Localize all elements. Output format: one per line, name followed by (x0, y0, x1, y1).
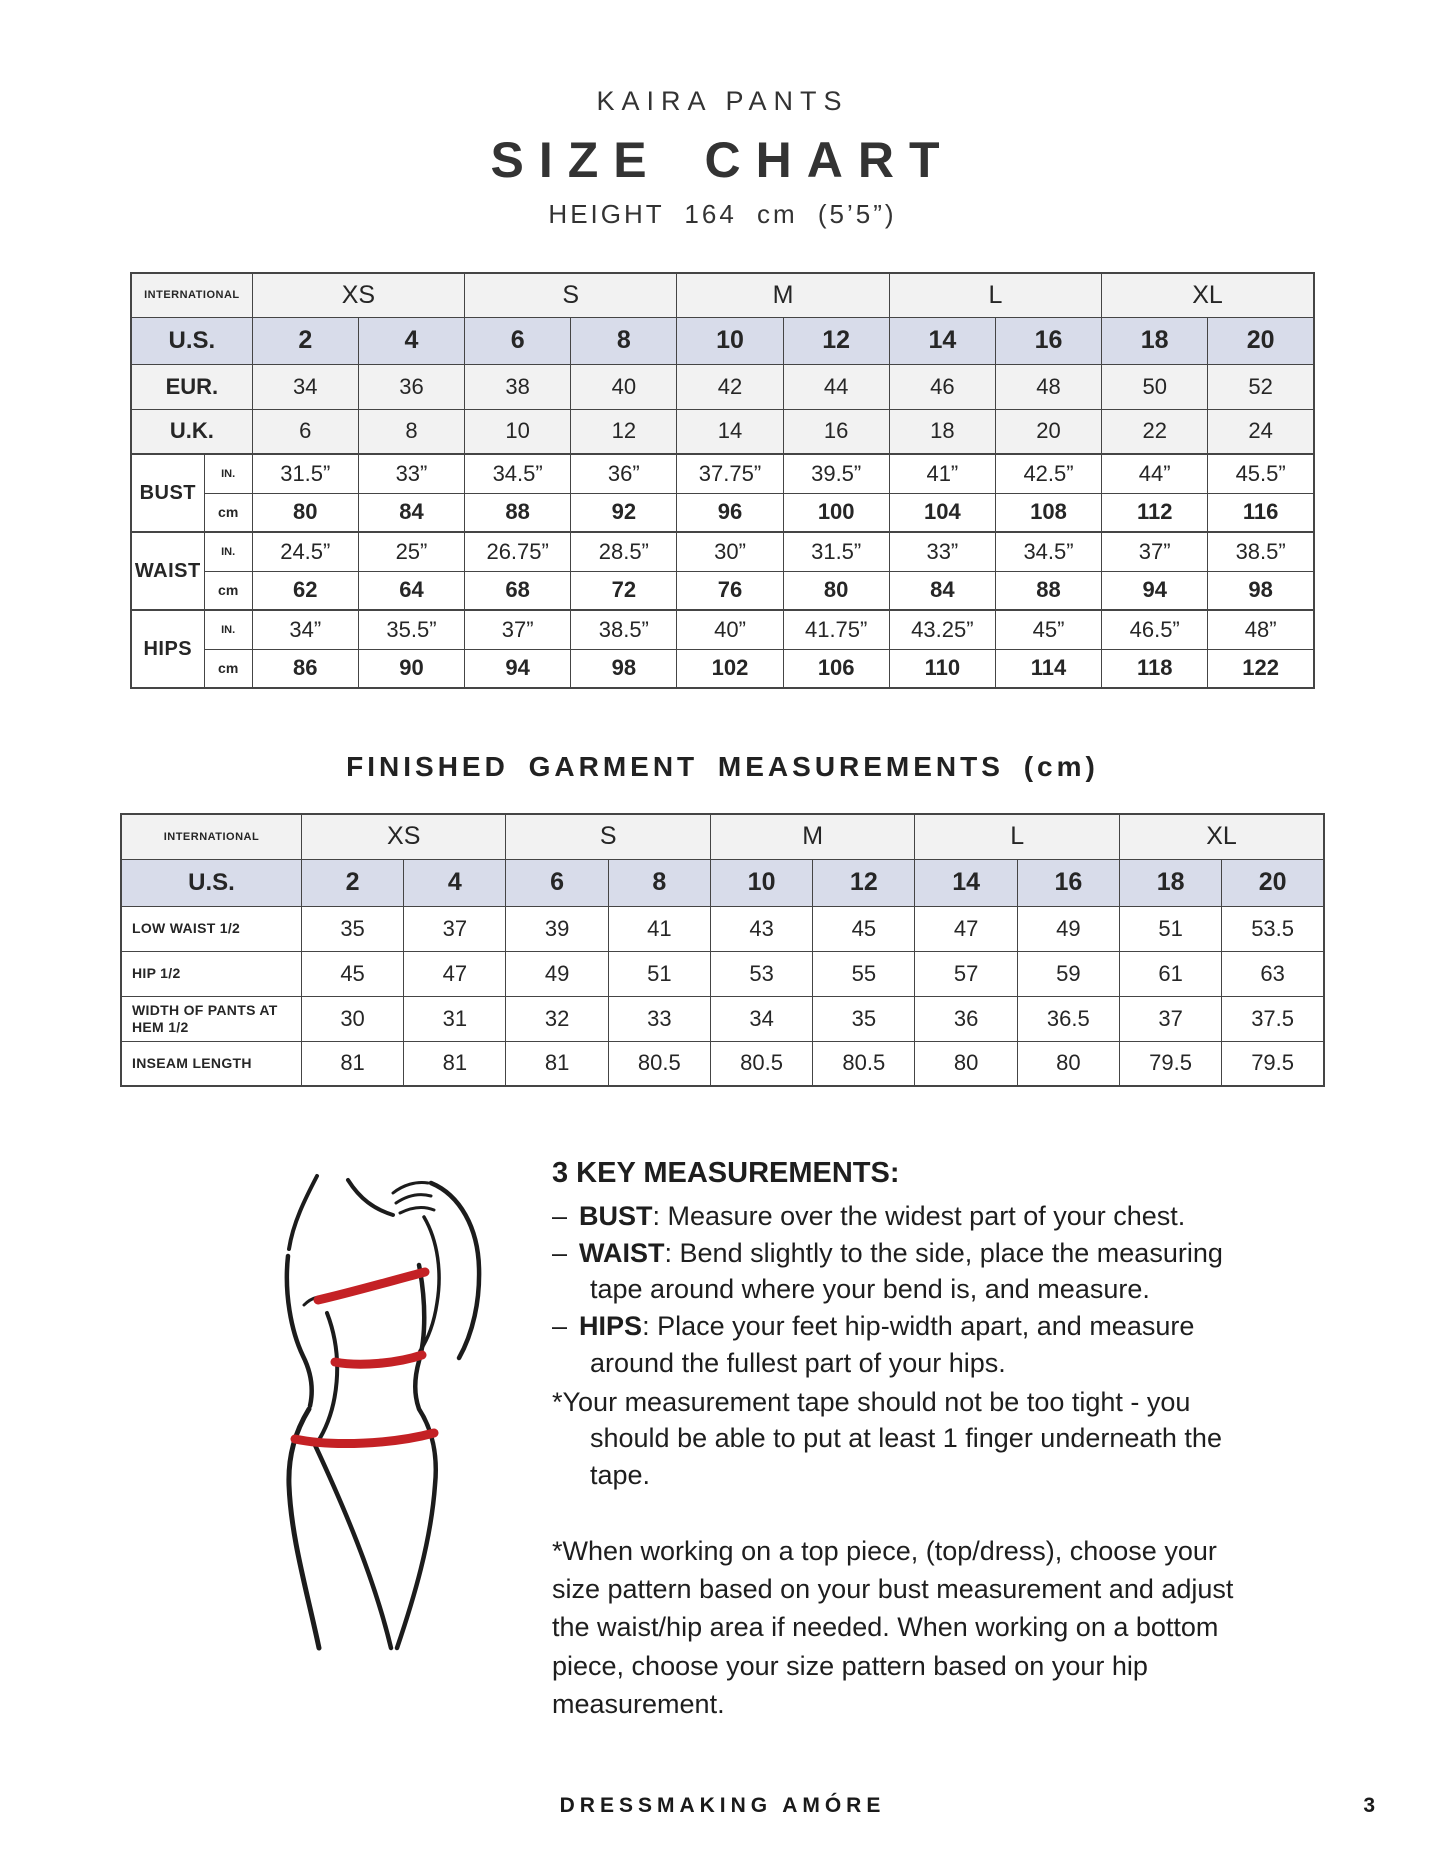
garment-measure-value: 59 (1017, 951, 1119, 996)
hips-label: HIPS (131, 610, 204, 688)
waist-inches-value: 24.5” (252, 532, 358, 571)
hips-inches-value: 40” (677, 610, 783, 649)
eur-size-value: 46 (889, 364, 995, 409)
document-header (0, 0, 1445, 230)
hips-cm-value: 102 (677, 649, 783, 688)
garment-measure-value: 79.5 (1119, 1041, 1221, 1086)
us-size-value: 18 (1102, 317, 1208, 364)
garment-measure-label: INSEAM LENGTH (121, 1041, 301, 1086)
garment-measure-value: 45 (813, 906, 915, 951)
bust-measure-line (318, 1272, 425, 1300)
eur-size-value: 40 (571, 364, 677, 409)
garment-measure-row (121, 951, 1324, 996)
bust-cm-value: 100 (783, 493, 889, 532)
waist-measure-line (335, 1355, 422, 1364)
bust-inches-value: 42.5” (995, 454, 1101, 493)
finished-garment-table (120, 813, 1325, 1087)
measurement-figure (188, 1143, 540, 1723)
body-outline-stroke (289, 1176, 317, 1249)
garment-measure-value: 49 (506, 951, 608, 996)
leg-stroke (315, 1445, 391, 1648)
eur-size-value: 50 (1102, 364, 1208, 409)
uk-size-value: 22 (1102, 409, 1208, 454)
garment-measure-value: 36.5 (1017, 996, 1119, 1041)
bust-cm-value: 112 (1102, 493, 1208, 532)
waist-inches-value: 26.75” (465, 532, 571, 571)
international-label: INTERNATIONAL (131, 273, 252, 317)
us-size-value: 10 (710, 859, 812, 906)
garment-measure-value: 53 (710, 951, 812, 996)
us-size-value: 4 (358, 317, 464, 364)
waist-cm-value: 98 (1208, 571, 1314, 610)
hips-inches-value: 37” (465, 610, 571, 649)
garment-measure-value: 37.5 (1222, 996, 1324, 1041)
unit-inches-label: IN. (204, 532, 252, 571)
us-size-value: 18 (1119, 859, 1221, 906)
measurement-instructions (552, 1143, 1258, 1723)
uk-size-value: 12 (571, 409, 677, 454)
hips-inches-value: 34” (252, 610, 358, 649)
bullet-dash: – (552, 1201, 568, 1231)
waist-cm-value: 94 (1102, 571, 1208, 610)
us-size-value: 2 (252, 317, 358, 364)
waist-cm-value: 88 (995, 571, 1101, 610)
garment-measure-value: 81 (506, 1041, 608, 1086)
measurement-bullet (552, 1235, 1258, 1308)
unit-cm-label: cm (204, 571, 252, 610)
us-size-value: 8 (608, 859, 710, 906)
hips-inches-row (131, 610, 1314, 649)
bust-cm-value: 88 (465, 493, 571, 532)
garment-measure-value: 31 (404, 996, 506, 1041)
us-size-value: 6 (506, 859, 608, 906)
measurement-guide-section (0, 1143, 1445, 1723)
uk-sizes-row (131, 409, 1314, 454)
bust-inches-value: 31.5” (252, 454, 358, 493)
size-group-header: XL (1102, 273, 1314, 317)
garment-measure-value: 34 (710, 996, 812, 1041)
garment-measure-label: WIDTH OF PANTS AT HEM 1/2 (121, 996, 301, 1041)
garment-measure-value: 45 (301, 951, 403, 996)
waist-cm-row (131, 571, 1314, 610)
uk-size-value: 18 (889, 409, 995, 454)
size-choice-note: *When working on a top piece, (top/dress), choose your size pattern based on your bust measurement and adjust the waist/hip area if needed. When working on a bottom piece, choose your size pattern based on your hip measurement. (552, 1535, 1234, 1720)
bust-cm-value: 108 (995, 493, 1101, 532)
bust-inches-value: 45.5” (1208, 454, 1314, 493)
hips-inches-value: 35.5” (358, 610, 464, 649)
eur-size-value: 52 (1208, 364, 1314, 409)
garment-measure-value: 35 (813, 996, 915, 1041)
key-measurements-heading: 3 KEY MEASUREMENTS: (552, 1157, 900, 1189)
us-size-value: 14 (915, 859, 1017, 906)
us-size-value: 8 (571, 317, 677, 364)
garment-measure-value: 80.5 (710, 1041, 812, 1086)
eur-size-value: 34 (252, 364, 358, 409)
uk-size-value: 6 (252, 409, 358, 454)
waist-cm-value: 84 (889, 571, 995, 610)
bullet-text: : Bend slightly to the side, place the measuring tape around where your bend is, and measure. (590, 1237, 1223, 1305)
body-outline-stroke (397, 1265, 436, 1648)
waist-cm-value: 76 (677, 571, 783, 610)
waist-inches-value: 28.5” (571, 532, 677, 571)
garment-measure-value: 61 (1119, 951, 1221, 996)
garment-measure-value: 47 (404, 951, 506, 996)
hips-inches-value: 43.25” (889, 610, 995, 649)
bust-label: BUST (131, 454, 204, 532)
hips-inches-value: 48” (1208, 610, 1314, 649)
garment-measure-value: 37 (1119, 996, 1221, 1041)
hips-inches-value: 41.75” (783, 610, 889, 649)
garment-measure-value: 33 (608, 996, 710, 1041)
garment-us-sizes-row (121, 859, 1324, 906)
garment-measure-value: 49 (1017, 906, 1119, 951)
uk-size-value: 8 (358, 409, 464, 454)
garment-measure-value: 51 (1119, 906, 1221, 951)
size-group-header: S (465, 273, 677, 317)
page-number: 3 (1363, 1794, 1375, 1817)
bullet-dash: – (552, 1311, 568, 1342)
bust-cm-row (131, 493, 1314, 532)
hips-cm-value: 98 (571, 649, 677, 688)
eur-size-value: 48 (995, 364, 1101, 409)
back-curve-stroke (317, 1313, 337, 1443)
hips-cm-value: 114 (995, 649, 1101, 688)
garment-measure-value: 47 (915, 906, 1017, 951)
us-label: U.S. (131, 317, 252, 364)
international-row (131, 273, 1314, 317)
bust-inches-value: 36” (571, 454, 677, 493)
garment-measure-label: LOW WAIST 1/2 (121, 906, 301, 951)
bullet-term: BUST (579, 1201, 653, 1231)
body-outline-stroke (348, 1180, 393, 1215)
garment-measure-value: 81 (301, 1041, 403, 1086)
garment-measure-value: 63 (1222, 951, 1324, 996)
hips-cm-row (131, 649, 1314, 688)
bust-cm-value: 96 (677, 493, 783, 532)
waist-cm-value: 64 (358, 571, 464, 610)
garment-measure-value: 41 (608, 906, 710, 951)
us-size-value: 20 (1208, 317, 1314, 364)
garment-measure-value: 39 (506, 906, 608, 951)
waist-cm-value: 62 (252, 571, 358, 610)
hips-inches-value: 45” (995, 610, 1101, 649)
hips-measure-line (295, 1433, 434, 1444)
waist-inches-value: 34.5” (995, 532, 1101, 571)
us-size-value: 20 (1222, 859, 1324, 906)
waist-inches-value: 31.5” (783, 532, 889, 571)
garment-measure-value: 79.5 (1222, 1041, 1324, 1086)
bust-cm-value: 92 (571, 493, 677, 532)
us-label: U.S. (121, 859, 301, 906)
us-size-value: 16 (995, 317, 1101, 364)
document-footer (0, 1794, 1445, 1818)
bust-cm-value: 84 (358, 493, 464, 532)
waist-inches-row (131, 532, 1314, 571)
bust-cm-value: 104 (889, 493, 995, 532)
size-group-header: L (915, 814, 1120, 859)
us-size-value: 16 (1017, 859, 1119, 906)
waist-cm-value: 72 (571, 571, 677, 610)
key-measurements-list (552, 1198, 1258, 1382)
garment-measure-value: 37 (404, 906, 506, 951)
garment-measure-value: 36 (915, 996, 1017, 1041)
garment-measure-row (121, 1041, 1324, 1086)
bust-inches-value: 34.5” (465, 454, 571, 493)
eur-size-value: 42 (677, 364, 783, 409)
hips-cm-value: 110 (889, 649, 995, 688)
hips-cm-value: 94 (465, 649, 571, 688)
uk-size-value: 24 (1208, 409, 1314, 454)
garment-measure-row (121, 906, 1324, 951)
garment-measure-value: 53.5 (1222, 906, 1324, 951)
hand-stroke (393, 1182, 428, 1193)
size-chart-table (130, 272, 1315, 689)
bust-cm-value: 116 (1208, 493, 1314, 532)
measurement-bullet (552, 1198, 1258, 1235)
hips-cm-value: 122 (1208, 649, 1314, 688)
hips-cm-value: 106 (783, 649, 889, 688)
eur-sizes-row (131, 364, 1314, 409)
figure-sketch (188, 1143, 540, 1663)
pattern-name: KAIRA PANTS (596, 86, 849, 116)
size-group-header: XS (301, 814, 506, 859)
bust-cm-value: 80 (252, 493, 358, 532)
hips-cm-value: 118 (1102, 649, 1208, 688)
garment-measure-value: 55 (813, 951, 915, 996)
us-size-value: 14 (889, 317, 995, 364)
tape-note: *Your measurement tape should not be too tight - you should be able to put at least 1 finger underneath the tape. (552, 1386, 1222, 1491)
bullet-term: WAIST (579, 1237, 665, 1268)
hips-inches-value: 46.5” (1102, 610, 1208, 649)
garment-measure-value: 80.5 (608, 1041, 710, 1086)
bust-inches-row (131, 454, 1314, 493)
hand-stroke (396, 1195, 431, 1203)
unit-inches-label: IN. (204, 454, 252, 493)
finished-garment-title: FINISHED GARMENT MEASUREMENTS (cm) (346, 751, 1099, 782)
unit-cm-label: cm (204, 493, 252, 532)
eur-size-value: 44 (783, 364, 889, 409)
unit-cm-label: cm (204, 649, 252, 688)
size-group-header: M (677, 273, 889, 317)
size-group-header: XS (252, 273, 464, 317)
garment-measure-value: 80 (1017, 1041, 1119, 1086)
us-size-value: 4 (404, 859, 506, 906)
hips-inches-value: 38.5” (571, 610, 677, 649)
us-size-value: 2 (301, 859, 403, 906)
waist-cm-value: 80 (783, 571, 889, 610)
garment-measure-value: 81 (404, 1041, 506, 1086)
garment-measure-value: 57 (915, 951, 1017, 996)
bust-inches-value: 44” (1102, 454, 1208, 493)
garment-measure-value: 43 (710, 906, 812, 951)
international-label: INTERNATIONAL (121, 814, 301, 859)
eur-size-value: 38 (465, 364, 571, 409)
hips-cm-value: 86 (252, 649, 358, 688)
waist-inches-value: 38.5” (1208, 532, 1314, 571)
height-note: HEIGHT 164 cm (5’5”) (548, 199, 897, 229)
uk-size-value: 20 (995, 409, 1101, 454)
size-group-header: L (889, 273, 1101, 317)
bullet-dash: – (552, 1237, 568, 1268)
bust-inches-value: 33” (358, 454, 464, 493)
bust-inches-value: 41” (889, 454, 995, 493)
garment-measure-label: HIP 1/2 (121, 951, 301, 996)
measurement-bullet (552, 1308, 1258, 1381)
garment-measure-value: 51 (608, 951, 710, 996)
us-size-value: 12 (813, 859, 915, 906)
unit-inches-label: IN. (204, 610, 252, 649)
hand-stroke (400, 1208, 434, 1213)
size-group-header: S (506, 814, 711, 859)
brand-footer: DRESSMAKING AMÓRE (559, 1794, 886, 1817)
us-sizes-row (131, 317, 1314, 364)
bullet-text: : Measure over the widest part of your chest. (652, 1201, 1186, 1231)
uk-label: U.K. (131, 409, 252, 454)
bullet-term: HIPS (579, 1311, 643, 1342)
us-size-value: 12 (783, 317, 889, 364)
garment-measure-row (121, 996, 1324, 1041)
size-group-header: M (710, 814, 915, 859)
bust-inches-value: 39.5” (783, 454, 889, 493)
garment-measure-value: 80 (915, 1041, 1017, 1086)
us-size-value: 6 (465, 317, 571, 364)
waist-inches-value: 37” (1102, 532, 1208, 571)
bullet-text: : Place your feet hip-width apart, and measure around the fullest part of your hips. (590, 1311, 1195, 1378)
waist-inches-value: 33” (889, 532, 995, 571)
garment-international-row (121, 814, 1324, 859)
eur-label: EUR. (131, 364, 252, 409)
bust-inches-value: 37.75” (677, 454, 783, 493)
waist-inches-value: 25” (358, 532, 464, 571)
hips-cm-value: 90 (358, 649, 464, 688)
uk-size-value: 10 (465, 409, 571, 454)
body-outline-stroke (287, 1256, 312, 1406)
garment-measure-value: 30 (301, 996, 403, 1041)
waist-inches-value: 30” (677, 532, 783, 571)
us-size-value: 10 (677, 317, 783, 364)
waist-cm-value: 68 (465, 571, 571, 610)
waist-label: WAIST (131, 532, 204, 610)
page-title: SIZE CHART (490, 132, 955, 188)
garment-measure-value: 80.5 (813, 1041, 915, 1086)
size-group-header: XL (1119, 814, 1324, 859)
garment-measure-value: 32 (506, 996, 608, 1041)
uk-size-value: 14 (677, 409, 783, 454)
garment-measure-value: 35 (301, 906, 403, 951)
uk-size-value: 16 (783, 409, 889, 454)
eur-size-value: 36 (358, 364, 464, 409)
